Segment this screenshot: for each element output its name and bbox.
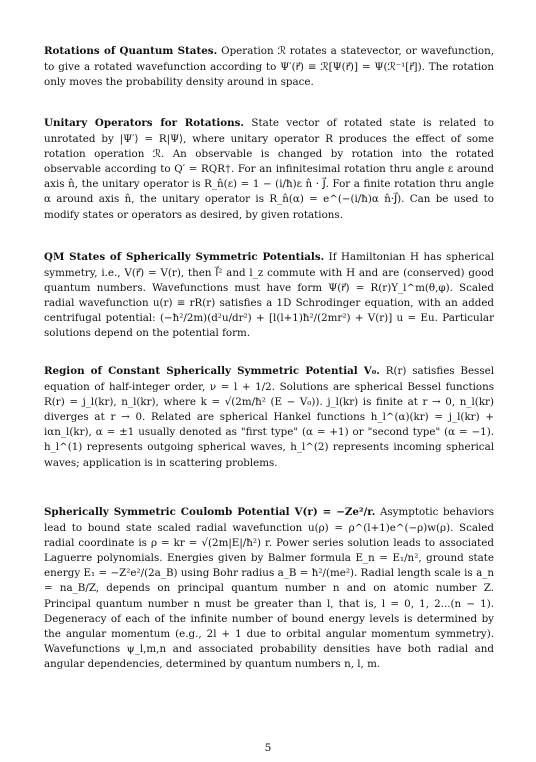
section-unitary-operators — [44, 116, 494, 222]
page-number: 5 — [264, 742, 272, 754]
section-rotations-of-quantum-states — [44, 44, 494, 90]
section-title: Region of Constant Spherically Symmetric Potential V₀. — [44, 365, 380, 378]
section-title: Rotations of Quantum States. — [44, 45, 218, 58]
section-title: Unitary Operators for Rotations. — [44, 117, 245, 130]
section-spherically-symmetric-potentials — [44, 250, 494, 341]
section-coulomb-potential — [44, 505, 494, 672]
section-title: Spherically Symmetric Coulomb Potential V(r) = −Ze²/r. — [44, 506, 376, 519]
section-title: QM States of Spherically Symmetric Potentials. — [44, 251, 325, 264]
section-body: Asymptotic behaviors lead to bound state scaled radial wavefunction u(ρ) = ρ^(l+1)e^(−ρ)w(ρ). Scaled radial coordinate is ρ = kr = √(2m|E|/ħ²) r. Power series solution leads to associated Laguerre polynomials. Energies given by Balmer formula E_n = E₁/n², ground state energy E₁ = −Z²e²/(2a_B) using Bohr radius a_B = ħ²/(me²). Radial length scale is a_n = na_B/Z, depends on principal quantum number n and on atomic number Z. Principal quantum number n must be greater than l, that is, l = 0, 1, 2...(n − 1). Degeneracy of each of the infinite number of bound energy levels is determined by the angular momentum (e.g., 2l + 1 due to orbital angular momentum symmetry). Wavefunctions ψ_l,m,n and associated probability densities have both radial and angular dependencies, determined by quantum numbers n, l, m. — [44, 506, 495, 671]
section-body: R(r) satisfies Bessel equation of half-integer order, ν = l + 1/2. Solutions are spherical Bessel functions R(r) = j_l(kr), n_l(kr), where k = √(2m/ħ² (E − V₀)). j_l(kr) is finite at r → 0, n_l(kr) diverges at r → 0. Related are spherical Hankel functions h_l^(α)(kr) = j_l(kr) + iαn_l(kr), α = ±1 usually denoted as "first type" (α = +1) or "second type" (α = −1). h_l^(1) represents outgoing spherical waves, h_l^(2) represents incoming spherical waves; application is in scattering problems. — [44, 365, 494, 469]
section-body: State vector of rotated state is related to unrotated by |Ψ′⟩ = R|Ψ⟩, where unitary operator R produces the effect of some rotation operation ℛ. An observable is changed by rotation into the rotated observable according to Q′ = RQR†. For an infinitesimal rotation thru angle ε around axis n̂, the unitary operator is R_n̂(ε) = 1 − (i/ħ)ε n̂ · J⃗. For a finite rotation thru angle α around axis n̂, the unitary operator is R_n̂(α) = e^(−(i/ħ)α n̂·J⃗). Can be used to modify states or operators as desired, by given rotations. — [44, 117, 495, 221]
section-body: If Hamiltonian H has spherical symmetry, i.e., V(r⃗) = V(r), then l⃗² and l_z commute with H and are (conserved) good quantum numbers. Wavefunctions must have form Ψ(r⃗) = R(r)Y_l^m(θ,φ). Scaled radial wavefunction u(r) ≡ rR(r) satisfies a 1D Schrodinger equation, with an added centrifugal potential: (−ħ²/2m)(d²u/dr²) + [l(l+1)ħ²/(2mr²) + V(r)] u = Eu. Particular solutions depend on the potential form. — [44, 251, 494, 340]
section-body: Operation ℛ rotates a statevector, or wavefunction, to give a rotated wavefunction according to Ψ′(r⃗) ≡ ℛ[Ψ(r⃗)] = Ψ(ℛ⁻¹[r⃗]). The rotation only moves the probability density around in space. — [44, 45, 494, 88]
section-constant-potential — [44, 364, 494, 470]
